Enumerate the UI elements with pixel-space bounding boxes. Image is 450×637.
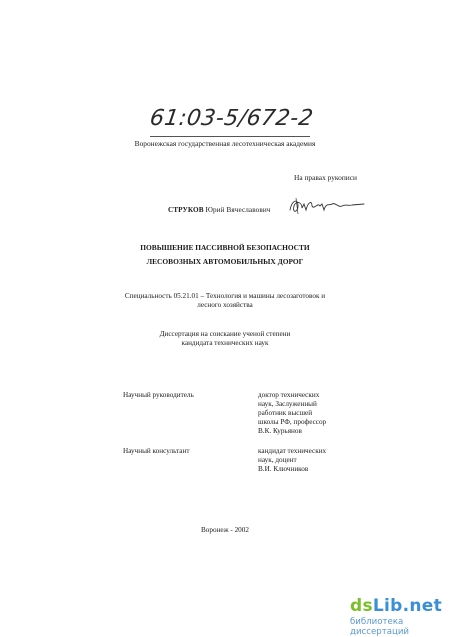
supervisor-detail-line: наук, Заслуженный [258, 400, 317, 408]
institution-name: Воронежская государственная лесотехническая академия [134, 139, 316, 148]
consultant-detail-line: В.И. Ключников [258, 465, 309, 473]
degree-line: кандидата технических наук [181, 339, 269, 347]
shelf-code-underline [150, 136, 310, 137]
dslib-watermark[interactable] [350, 596, 450, 637]
consultant-details [258, 447, 326, 474]
degree-line: Диссертация на соискание ученой степени [159, 330, 291, 338]
handwritten-shelf-code: 61:03-5/672-2 [148, 106, 315, 131]
watermark-logo [350, 596, 450, 616]
supervisor-detail-line: работник высшей [258, 409, 313, 417]
supervisor-detail-line: В.К. Курьянов [258, 427, 302, 435]
specialty-line: Специальность 05.21.01 – Технология и машины лесозаготовок и [124, 292, 326, 300]
supervisor-role: Научный руководитель [123, 391, 194, 399]
manuscript-rights-note: На правах рукописи [294, 173, 357, 182]
supervisor-detail-line: школы РФ, профессор [258, 418, 327, 426]
watermark-brand-left: ds [350, 596, 373, 616]
consultant-detail-line: кандидат технических [258, 447, 327, 455]
author-surname: СТРУКОВ [168, 206, 204, 214]
dissertation-title [0, 241, 450, 269]
specialty-block [0, 292, 450, 310]
author-signature [286, 194, 366, 218]
author-given-names: Юрий Вячеславович [205, 206, 271, 214]
consultant-detail-line: наук, доцент [258, 456, 297, 464]
city-year: Воронеж - 2002 [201, 526, 249, 534]
supervisor-details [258, 391, 326, 436]
degree-block [0, 330, 450, 348]
author-line [168, 206, 271, 214]
consultant-role: Научный консультант [123, 447, 190, 455]
supervisor-detail-line: доктор технических [258, 391, 320, 399]
specialty-line: лесного хозяйства [197, 301, 253, 309]
watermark-brand-right: Lib.net [372, 596, 443, 616]
watermark-tagline: библиотека диссертаций [350, 617, 410, 637]
title-line: ЛЕСОВОЗНЫХ АВТОМОБИЛЬНЫХ ДОРОГ [146, 257, 304, 266]
title-line: ПОВЫШЕНИЕ ПАССИВНОЙ БЕЗОПАСНОСТИ [140, 243, 310, 252]
